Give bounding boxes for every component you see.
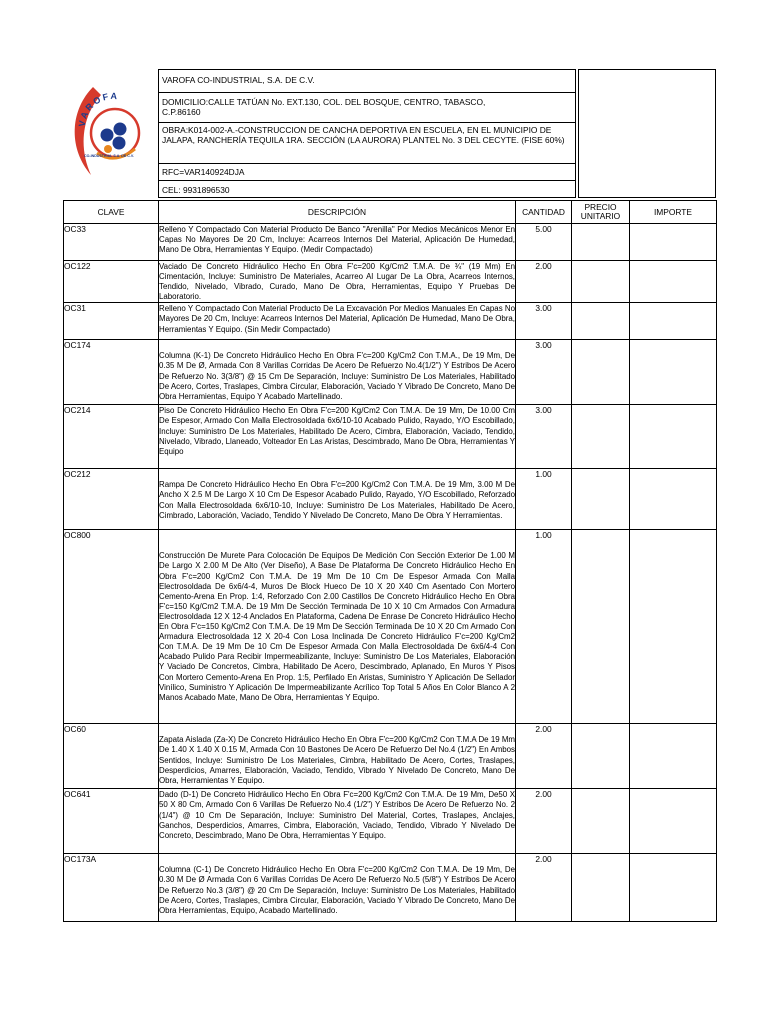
- row-descripcion: Rampa De Concreto Hidráulico Hecho En Obra F'c=200 Kg/Cm2 Con T.M.A. De 19 Mm, 3.00 M De Ancho X 2.5 M De Largo X 10 Cm De Espesor Acabado Pulido, Rayado, Y/O Escobillado, Reforzado Con Malla Electrosoldada 6x6/10-10, Incluye: Suministro De Los Materiales, Habilitado De Acero, Cimbrado, Laboración, Vaciado, Tendido Y Nivelado De Concreto, Mano De Obra Y Herramientas.: [159, 469, 516, 530]
- row-importe: [630, 405, 717, 469]
- row-precio-unitario: [572, 405, 630, 469]
- header-blank-box: [578, 69, 716, 198]
- company-phone: CEL: 9931896530: [162, 185, 230, 195]
- row-precio-unitario: [572, 530, 630, 724]
- company-logo: [63, 69, 156, 198]
- row-importe: [630, 469, 717, 530]
- table-row: [64, 530, 717, 724]
- row-importe: [630, 724, 717, 789]
- table-row: [64, 340, 717, 405]
- row-descripcion: Columna (C-1) De Concreto Hidráulico Hecho En Obra F'c=200 Kg/Cm2 Con T.M.A. De 19 Mm, De 0.30 M De Ø Armada Con 6 Varillas Corridas De Acero De Refuerzo No.5 (5/8") Y Estribos De Acero De Refuerzo No.3 (3/8") @ 20 Cm De Separación, Incluye: Suministro De Los Materiales, Habilitado De Acero, Cortes, Traslapes, Cimbra Circular, Elaboración, Vaciado Y Vibrado De Concreto, Mano De Obra Herramientas, Equipo, Acabado Martellinado.: [159, 854, 516, 922]
- row-descripcion: Relleno Y Compactado Con Material Producto De La Excavación Por Medios Manuales En Capas No Mayores De 20 Cm, Incluye: Acarreos Internos Del Material, Aplicación De Humedad, Mano De Obra, Herramientas Y Equipo. (Sin Medir Compactado): [159, 303, 516, 340]
- row-cantidad: 3.00: [516, 303, 572, 340]
- row-precio-unitario: [572, 261, 630, 303]
- row-cantidad: 3.00: [516, 405, 572, 469]
- row-cantidad: 2.00: [516, 789, 572, 854]
- row-clave: OC60: [64, 724, 159, 789]
- row-descripcion: Relleno Y Compactado Con Material Producto De Banco "Arenilla" Por Medios Mecánicos Menor En Capas No Mayores De 20 Cm, Incluye: Acarreos Internos Del Material, Aplicación De Humedad, Mano De Obra, Herramientas Y Equipo. (Medir Compactado): [159, 224, 516, 261]
- logo-caption: CO-INDUSTRIAL S.A. DE C.V.: [84, 154, 134, 158]
- table-row: [64, 303, 717, 340]
- row-precio-unitario: [572, 789, 630, 854]
- project-description: OBRA:K014-002-A.-CONSTRUCCION DE CANCHA DEPORTIVA EN ESCUELA, EN EL MUNICIPIO DE JALAPA, RANCHERÍA TEQUILA 1RA. SECCIÓN (LA AURORA) PLANTEL No. 3 DEL CECYTE. (FISE 60%): [159, 123, 575, 164]
- budget-table: [63, 200, 717, 922]
- company-name: VAROFA CO-INDUSTRIAL, S.A. DE C.V.: [159, 70, 575, 93]
- row-precio-unitario: [572, 469, 630, 530]
- company-address: DOMICILIO:CALLE TATÚAN No. EXT.130, COL. DEL BOSQUE, CENTRO, TABASCO, C.P.86160: [159, 93, 575, 123]
- row-cantidad: 3.00: [516, 340, 572, 405]
- row-precio-unitario: [572, 854, 630, 922]
- row-precio-unitario: [572, 224, 630, 261]
- table-row: [64, 724, 717, 789]
- row-descripcion: Columna (K-1) De Concreto Hidráulico Hecho En Obra F'c=200 Kg/Cm2 Con T.M.A., De 19 Mm, De 0.35 M De Ø, Armada Con 8 Varillas Corridas De Acero De Refuerzo No.4(1/2") Y Estribos De Acero De Refuerzo No. 3(3/8") @ 15 Cm De Separación, Incluye: Suministro De Los Materiales, Habilitado De Acero, Cortes, Traslapes, Cimbra Circular, Elaboración, Vaciado Y Vibrado De Concreto, Mano De Obra Herramientas, Equipo Y Acabado Martellinado.: [159, 340, 516, 405]
- company-info-box: [158, 69, 576, 198]
- row-descripcion: Zapata Aislada (Za-X) De Concreto Hidráulico Hecho En Obra F'c=200 Kg/Cm2 Con T.M.A De 19 Mm De 1.40 X 1.40 X 0.15 M, Armada Con 10 Bastones De Acero De Refuerzo Del No.4 (1/2") En Ambos Sentidos, Incluye: Suministro De Los Materiales, Cimbra, Habilitado De Acero, Cortes, Traslapes, Desperdicios, Amarres, Elaboración, Vaciado, Tendido, Vibrado Y Nivelado De Concreto, Mano De Obra, Herramientas Y Equipo.: [159, 724, 516, 789]
- column-header-clave: CLAVE: [64, 201, 159, 224]
- table-row: [64, 789, 717, 854]
- row-cantidad: 2.00: [516, 854, 572, 922]
- row-clave: OC174: [64, 340, 159, 405]
- row-clave: OC641: [64, 789, 159, 854]
- table-row: [64, 261, 717, 303]
- row-descripcion: Piso De Concreto Hidráulico Hecho En Obra F'c=200 Kg/Cm2 Con T.M.A. De 19 Mm, De 10.00 Cm De Espesor, Armado Con Malla Electrosoldada 6x6/10-10 Acabado Pulido, Rayado, Y/O Escobillado, Incluye: Suministro De Los Materiales, Habilitado De Acero, Cimbra, Elaboración, Vaciado, Tendido, Nivelado, Vibrado, Llaneado, Volteador En Las Aristas, Descimbrado, Mano De Obra, Herramientas Y Equipo: [159, 405, 516, 469]
- row-cantidad: 1.00: [516, 530, 572, 724]
- document-header: [63, 69, 716, 198]
- row-cantidad: 5.00: [516, 224, 572, 261]
- column-header-descripcion: DESCRIPCIÓN: [159, 201, 516, 224]
- row-descripcion: Vaciado De Concreto Hidráulico Hecho En Obra F'c=200 Kg/Cm2 T.M.A. De ¾" (19 Mm) En Cimentación, Incluye: Suministro De Materiales, Acarreo Al Lugar De La Obra, Acarreos Internos, Tendido, Nivelado, Vibrado, Curado, Mano De Obra, Herramientas, Equipo Y Pruebas De Laboratorio.: [159, 262, 515, 302]
- row-clave: OC31: [64, 303, 159, 340]
- row-importe: [630, 789, 717, 854]
- row-clave: OC800: [64, 530, 159, 724]
- row-cantidad: 2.00: [516, 261, 572, 303]
- row-clave: OC212: [64, 469, 159, 530]
- column-header-precio-unitario: PRECIO UNITARIO: [572, 201, 630, 224]
- row-importe: [630, 303, 717, 340]
- row-cantidad: 2.00: [516, 724, 572, 789]
- table-row: [64, 224, 717, 261]
- row-importe: [630, 530, 717, 724]
- row-clave: OC122: [64, 261, 159, 303]
- row-descripcion: Dado (D-1) De Concreto Hidráulico Hecho En Obra F'c=200 Kg/Cm2 Con T.M.A. De 19 Mm, De50 X 50 X 80 Cm, Armado Con 6 Varillas De Refuerzo No.4 (1/2") Y Estribos De Acero De Refuerzo No. 2 (1/4") @ 10 Cm De Separación, Incluye: Suministro Del Material, Cortes, Traslapes, Anclajes, Ganchos, Desperdicios, Amarres, Cimbra, Elaboración, Vaciado, Tendido, Vibrado Y Nivelado De Concreto, Descimbrado, Mano De Obra, Herramientas Y Equipo.: [159, 789, 516, 854]
- table-row: [64, 469, 717, 530]
- row-cantidad: 1.00: [516, 469, 572, 530]
- row-descripcion: Construcción De Murete Para Colocación De Equipos De Medición Con Sección Exterior De 1.00 M De Largo X 2.00 M De Alto (Ver Diseño), A Base De Plataforma De Concreto Hidráulico Hecho En Obra F'c=200 Kg/Cm2 Con T.M.A. De 19 Mm De 10 Cm De Espesor Armada Con Malla Electrosoldada De 6x6/4-4, Muros De Block Hueco De 10 X 20 X40 Cm Asentado Con Mortero Cemento-Arena En Prop. 1:4, Reforzado Con 2.00 Castillos De Concreto Hidráulico Hecho En Obra F'c=150 Kg/Cm2 T.M.A. De 19 Mm De Sección Terminada De 10 X 10 Cm Armados Con Armadura Electrosoldada 12 X 12-4 Anclados En Plataforma, Cadena De Enrase De Concreto Hidráulico Hecho En Obra F'c=150 Kg/Cm2 Con T.M.A. De 19 Mm De Sección Terminada De 10 X 20 Cm Armado Con Armadura Electrosoldada 12 X 20-4 Con Losa Inclinada De Concreto Hidráulico F'c=200 Kg/Cm2 Con T.M.A. De 19 Mm De 10 Cm De Espesor Armada Con Malla Electrosoldada De 6x6/4-4 Con Acabado Pulido Para Recibir Impermeabilizante, Incluye: Suministro De Los Materiales, Elaboración Y Vaciado De Concretos, Cimbra, Habilitado De Acero, Descimbrado, Aplanado, En Muros Y Pisos Con Mortero Cemento-Arena En Prop. 1:5, Perfilado En Aristas, Suministro Y Aplicación De Sellador Vinílico, Suministro Y Aplicación De Impermeabilizante Acrílico Top Total 5 Años En Color Blanco A 2 Manos Acabado Mate, Mano De Obra, Herramientas Y Equipo.: [159, 530, 516, 724]
- company-rfc: RFC=VAR140924DJA: [159, 164, 575, 181]
- row-importe: [630, 340, 717, 405]
- table-row: [64, 854, 717, 922]
- column-header-importe: IMPORTE: [630, 201, 717, 224]
- row-importe: [630, 224, 717, 261]
- table-header-row: [64, 201, 717, 224]
- column-header-cantidad: CANTIDAD: [516, 201, 572, 224]
- row-importe: [630, 854, 717, 922]
- row-precio-unitario: [572, 303, 630, 340]
- table-body: [64, 224, 717, 922]
- row-clave: OC33: [64, 224, 159, 261]
- logo-word: VAROFA: [76, 90, 120, 128]
- row-clave: OC214: [64, 405, 159, 469]
- row-importe: [630, 261, 717, 303]
- row-precio-unitario: [572, 724, 630, 789]
- table-row: [64, 405, 717, 469]
- row-clave: OC173A: [64, 854, 159, 922]
- row-precio-unitario: [572, 340, 630, 405]
